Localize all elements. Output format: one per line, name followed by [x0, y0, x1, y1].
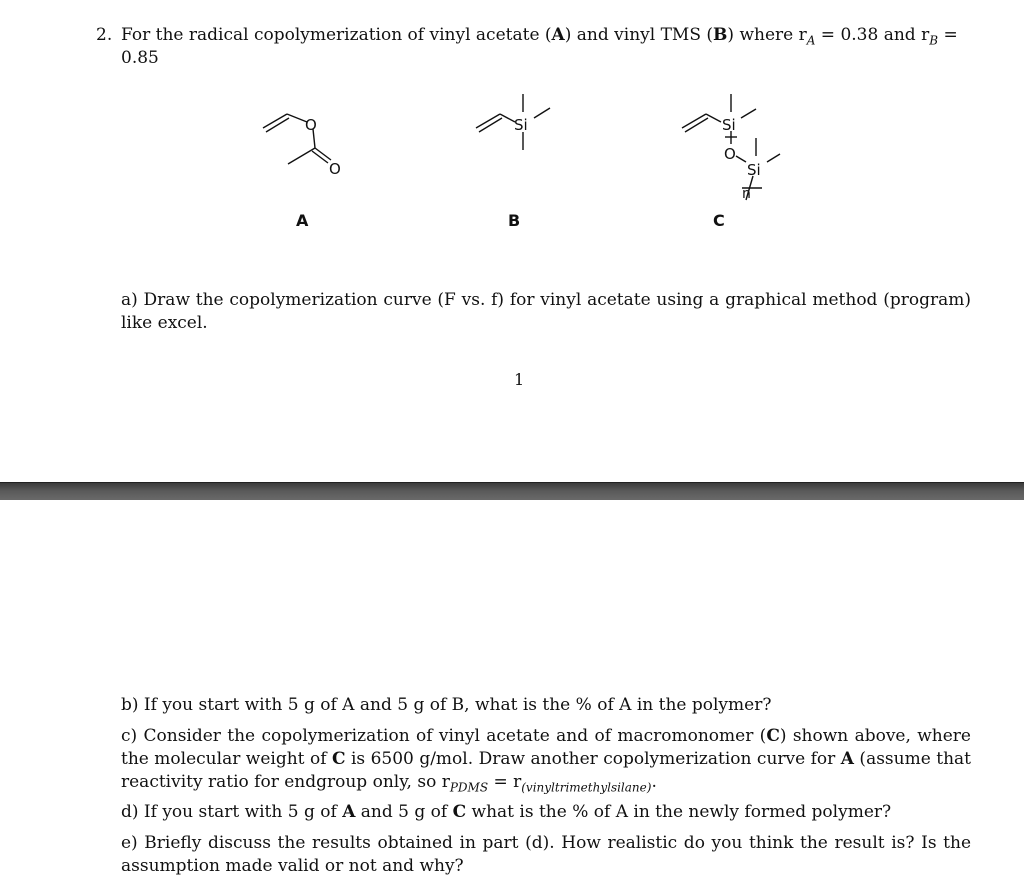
- structure-b: [470, 88, 570, 158]
- structure-c-label: C: [713, 211, 725, 230]
- part-b-text: b) If you start with 5 g of A and 5 g of B, what is the % of A in the polymer?: [121, 695, 772, 715]
- page-separator: [0, 482, 1024, 502]
- svg-text:Si: Si: [514, 116, 528, 134]
- svg-text:n: n: [742, 186, 751, 202]
- structure-a-label: A: [296, 211, 309, 230]
- svg-text:O: O: [724, 145, 736, 163]
- svg-text:O: O: [305, 116, 317, 134]
- question-number: 2.: [96, 25, 113, 45]
- part-d-text: d) If you start with 5 g of A and 5 g of C what is the % of A in the newly formed polymer?: [121, 802, 892, 822]
- question-intro-line2: 0.85: [121, 48, 159, 68]
- svg-text:O: O: [329, 160, 341, 178]
- structure-c: [676, 88, 796, 208]
- part-e-text: e) Briefly discuss the results obtained in part (d). How realistic do you think the result is? Is the assumption made valid or not and why?: [121, 833, 971, 876]
- page-2: [0, 500, 1024, 884]
- page-number: 1: [514, 370, 525, 389]
- structure-b-label: B: [508, 211, 521, 230]
- svg-text:Si: Si: [722, 116, 736, 134]
- question-intro: For the radical copolymerization of vinyl acetate (A) and vinyl TMS (B) where $r_A = 0.38$ and $r_B$ =: [121, 25, 958, 48]
- structure-a: [255, 100, 355, 185]
- part-a-text: a) Draw the copolymerization curve (F vs. f) for vinyl acetate using a graphical method (program) like excel.: [121, 290, 971, 333]
- part-c-text: c) Consider the copolymerization of vinyl acetate and of macromonomer (C) shown above, where the molecular weight of C is 6500 g/mol. Draw another copolymerization curve for A (assume that reactivity ratio for endgroup only, so $r_{PDMS} = r_{(vinyltrimethylsilane)}$.: [121, 726, 971, 795]
- svg-text:Si: Si: [747, 161, 761, 179]
